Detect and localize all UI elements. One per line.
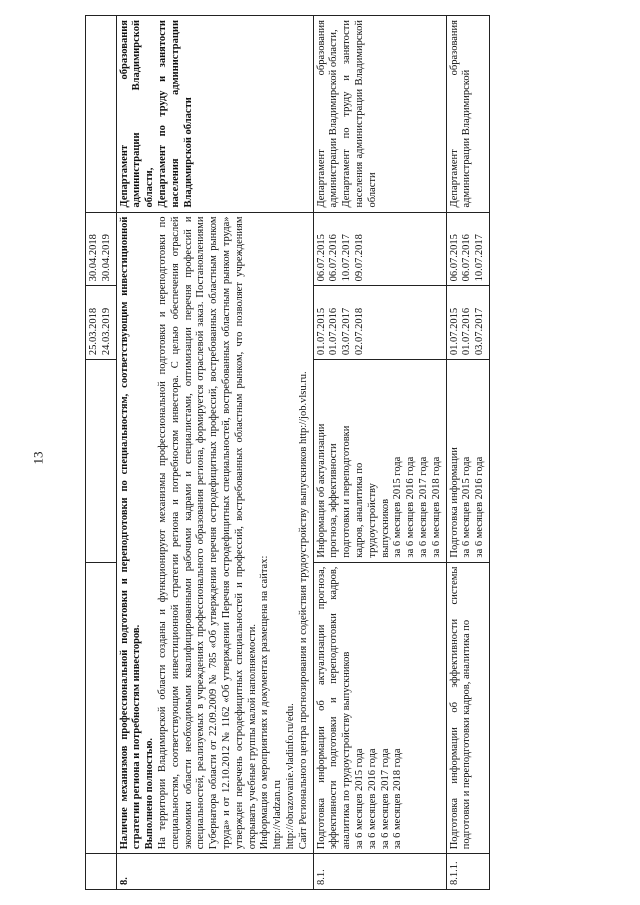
end-dates: 06.07.2015 06.07.2016 10.07.2017 09.07.2018	[313, 212, 446, 286]
row-description: Наличие механизмов профессиональной подготовки и переподготовки по специальностям, соответствующим инвестиционной стратегии региона и потребностям инвесторов. Выполнено полностью. На территории Владимирской области созданы и функционируют механизмы профессиональной подготовки и переподготовки по специальностям, соответствующим инвестиционной стратегии региона и потребностям инвестора. С целью обеспечения отраслей экономики области необходимыми квалифицированными рабочими кадрами и специалистами, оптимизации перечня профессий и специальностей, реализуемых в учреждениях профессионального образования региона, формируется отраслевой заказ. Постановлениями Губернатора области от 22.09.2009 № 785 «Об утверждении перечня остродефицитных профессий, востребованных областным рынком труда» и от 12.10.2012 № 1162 «Об утверждении Перечня остродефицитных специальностей, востребованных областным рынком труда» утвержден перечень остродефицитных специальностей и профессий, востребованных областным рынком, что позволяет учреждениям открывать учебные группы малой наполняемости. Информация о мероприятиях и документах размещена на сайтах: http://vladzan.ru http://obrazovanie.vladinfo.ru/edu. Сайт Регионального центра прогнозирования и содействия трудоустройству выпускников http://job.vlsu.ru.	[116, 212, 313, 854]
row-number: 8.1.1.	[446, 854, 489, 890]
end-dates: 06.07.2015 06.07.2016 10.07.2017	[446, 212, 489, 286]
table-row	[313, 16, 446, 890]
expected-result: Информация об актуализации прогноза, эффективности подготовки и переподготовки кадров, аналитика по трудоустройству выпускников за 6 месяцев 2015 года за 6 месяцев 2016 года за 6 месяцев 2017 года за 6 месяцев 2018 года	[313, 360, 446, 562]
rotated-table-sheet	[85, 15, 640, 890]
responsible-department: Департамент образования администрации Владимирской области, Департамент по труду и занятости населения администрации Владимирской области	[313, 16, 446, 213]
row-description: Подготовка информации об актуализации прогноза, эффективности подготовки и переподготовки кадров, аналитика по трудоустройству выпускников за 6 месяцев 2015 года за 6 месяцев 2016 года за 6 месяцев 2017 года за 6 месяцев 2018 года	[313, 562, 446, 854]
expected-result: Подготовка информации за 6 месяцев 2015 года за 6 месяцев 2016 года	[446, 360, 489, 562]
page-number: 13	[30, 451, 46, 465]
row-number: 8.1.	[313, 854, 446, 890]
start-dates: 01.07.2015 01.07.2016 03.07.2017 02.07.2018	[313, 286, 446, 360]
table-row	[116, 16, 313, 890]
responsible-department: Департамент образования администрации Владимирской	[446, 16, 489, 213]
table-row	[86, 16, 117, 890]
plan-table	[85, 15, 490, 890]
end-dates: 30.04.2018 30.04.2019	[86, 212, 117, 286]
row-description: Подготовка информации об эффективности системы подготовки и переподготовки кадров, аналитика по	[446, 562, 489, 854]
start-dates: 01.07.2015 01.07.2016 03.07.2017	[446, 286, 489, 360]
row-number: 8.	[116, 854, 313, 890]
table-row	[446, 16, 489, 890]
responsible-department: Департамент образования администрации Владимирской области, Департамент по труду и занятости населения администрации Владимирской области	[116, 16, 313, 213]
start-dates: 25.03.2018 24.03.2019	[86, 286, 117, 360]
